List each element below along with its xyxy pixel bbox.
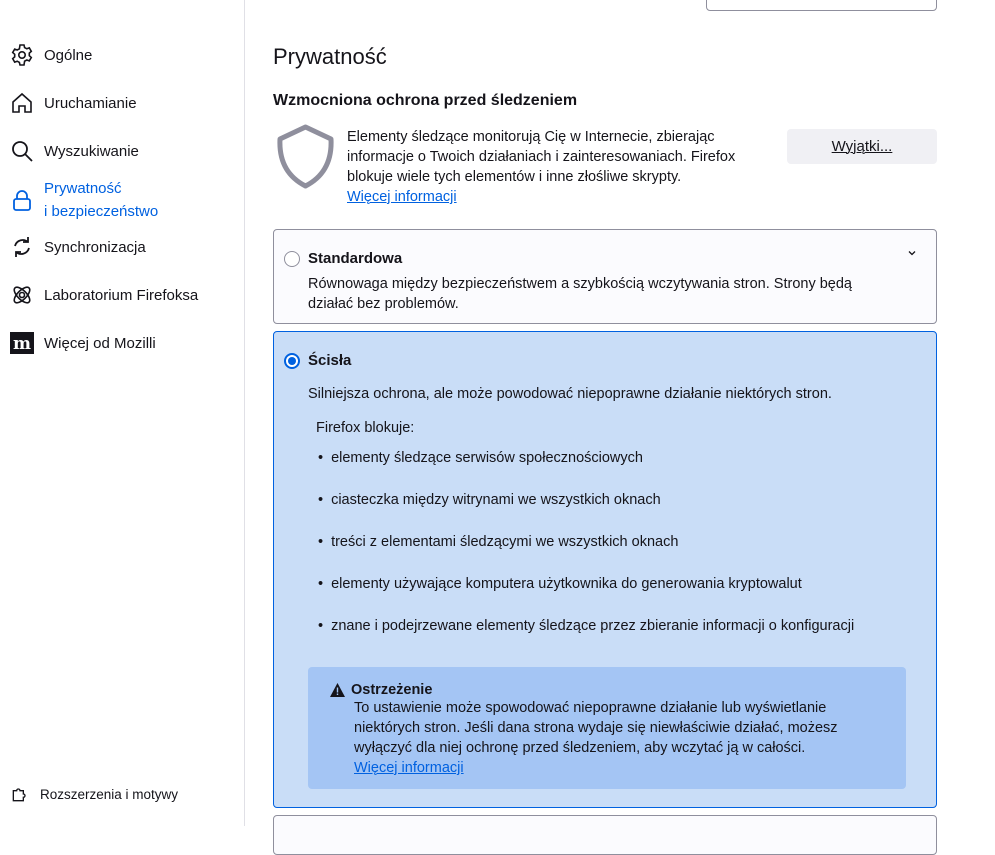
sidebar-item-general[interactable] xyxy=(10,43,92,67)
atom-icon xyxy=(10,283,34,307)
standard-option[interactable] xyxy=(273,229,937,324)
mozilla-icon xyxy=(10,331,34,355)
sidebar-item-mozilla[interactable] xyxy=(10,331,156,355)
search-settings-input[interactable] xyxy=(706,0,937,11)
sidebar-item-label-2: i bezpieczeństwo xyxy=(44,203,159,220)
sidebar-item-labs[interactable] xyxy=(10,283,198,307)
description-text: Elementy śledzące monitorują Cię w Internecie, zbierając informacje o Twoich działaniach i zainteresowaniach. Firefox blokuje wiele tych elementów i inne złośliwe skrypty. xyxy=(347,129,736,185)
sidebar xyxy=(0,0,245,826)
list-item: • elementy używające komputera użytkownika do generowania kryptowalut xyxy=(318,576,802,592)
lock-icon xyxy=(10,188,34,212)
warning-text: To ustawienie może spowodować niepoprawne działanie lub wyświetlanie niektórych stron. Jeśli dana strona wydaje się niewłaściwie działać, możesz wyłączyć dla niej ochronę przed śledzeniem, aby wczytać ją w całości. xyxy=(354,700,838,756)
warning-title: Ostrzeżenie xyxy=(351,682,433,698)
etp-description xyxy=(347,127,767,207)
sidebar-item-home[interactable] xyxy=(10,91,137,115)
section-title: Wzmocniona ochrona przed śledzeniem xyxy=(273,92,578,109)
sidebar-item-label: Wyszukiwanie xyxy=(44,142,139,160)
home-icon xyxy=(10,91,34,115)
exceptions-label: Wyjątki... xyxy=(831,138,893,155)
standard-text: Równowaga między bezpieczeństwem a szybkością wczytywania stron. Strony będą działać bez problemów. xyxy=(308,276,852,312)
sidebar-item-privacy[interactable] xyxy=(10,177,158,223)
sidebar-item-label: Więcej od Mozilli xyxy=(44,334,156,352)
page-title: Prywatność xyxy=(273,44,387,69)
warning-box xyxy=(308,667,906,789)
warning-icon xyxy=(330,683,345,697)
sidebar-item-search[interactable] xyxy=(10,139,139,163)
chevron-down-icon[interactable] xyxy=(906,247,918,259)
standard-radio[interactable] xyxy=(284,251,300,267)
sidebar-item-addons[interactable] xyxy=(10,784,178,804)
svg-text:m: m xyxy=(13,334,31,354)
warning-learn-more-link[interactable]: Więcej informacji xyxy=(354,760,464,776)
sidebar-item-label: Laboratorium Firefoksa xyxy=(44,286,199,304)
sidebar-item-label: Rozszerzenia i motywy xyxy=(40,786,179,802)
strict-text: Silniejsza ochrona, ale może powodować niepoprawne działanie niektórych stron. xyxy=(308,386,832,402)
strict-option[interactable] xyxy=(273,331,937,808)
strict-title: Ścisła xyxy=(308,352,352,369)
sidebar-item-sync[interactable] xyxy=(10,235,146,259)
sidebar-item-label: Ogólne xyxy=(44,46,93,64)
learn-more-link[interactable]: Więcej informacji xyxy=(347,189,457,205)
gear-icon xyxy=(10,43,34,67)
sidebar-item-label: Uruchamianie xyxy=(44,94,137,112)
list-item: • ciasteczka między witrynami we wszystkich oknach xyxy=(318,492,661,508)
custom-option[interactable] xyxy=(273,815,937,855)
strict-radio[interactable] xyxy=(284,353,300,369)
search-icon xyxy=(10,139,34,163)
list-item: • elementy śledzące serwisów społecznościowych xyxy=(318,450,643,466)
exceptions-button[interactable] xyxy=(787,129,937,164)
sync-icon xyxy=(10,235,34,259)
sidebar-item-label: Prywatność xyxy=(44,180,122,197)
shield-icon xyxy=(276,124,335,189)
standard-title: Standardowa xyxy=(308,250,403,267)
blocks-label: Firefox blokuje: xyxy=(316,420,415,436)
sidebar-item-label: Synchronizacja xyxy=(44,238,146,256)
list-item: • znane i podejrzewane elementy śledzące przez zbieranie informacji o konfiguracji xyxy=(318,618,855,634)
puzzle-icon xyxy=(10,784,30,804)
list-item: • treści z elementami śledzącymi we wszystkich oknach xyxy=(318,534,679,550)
